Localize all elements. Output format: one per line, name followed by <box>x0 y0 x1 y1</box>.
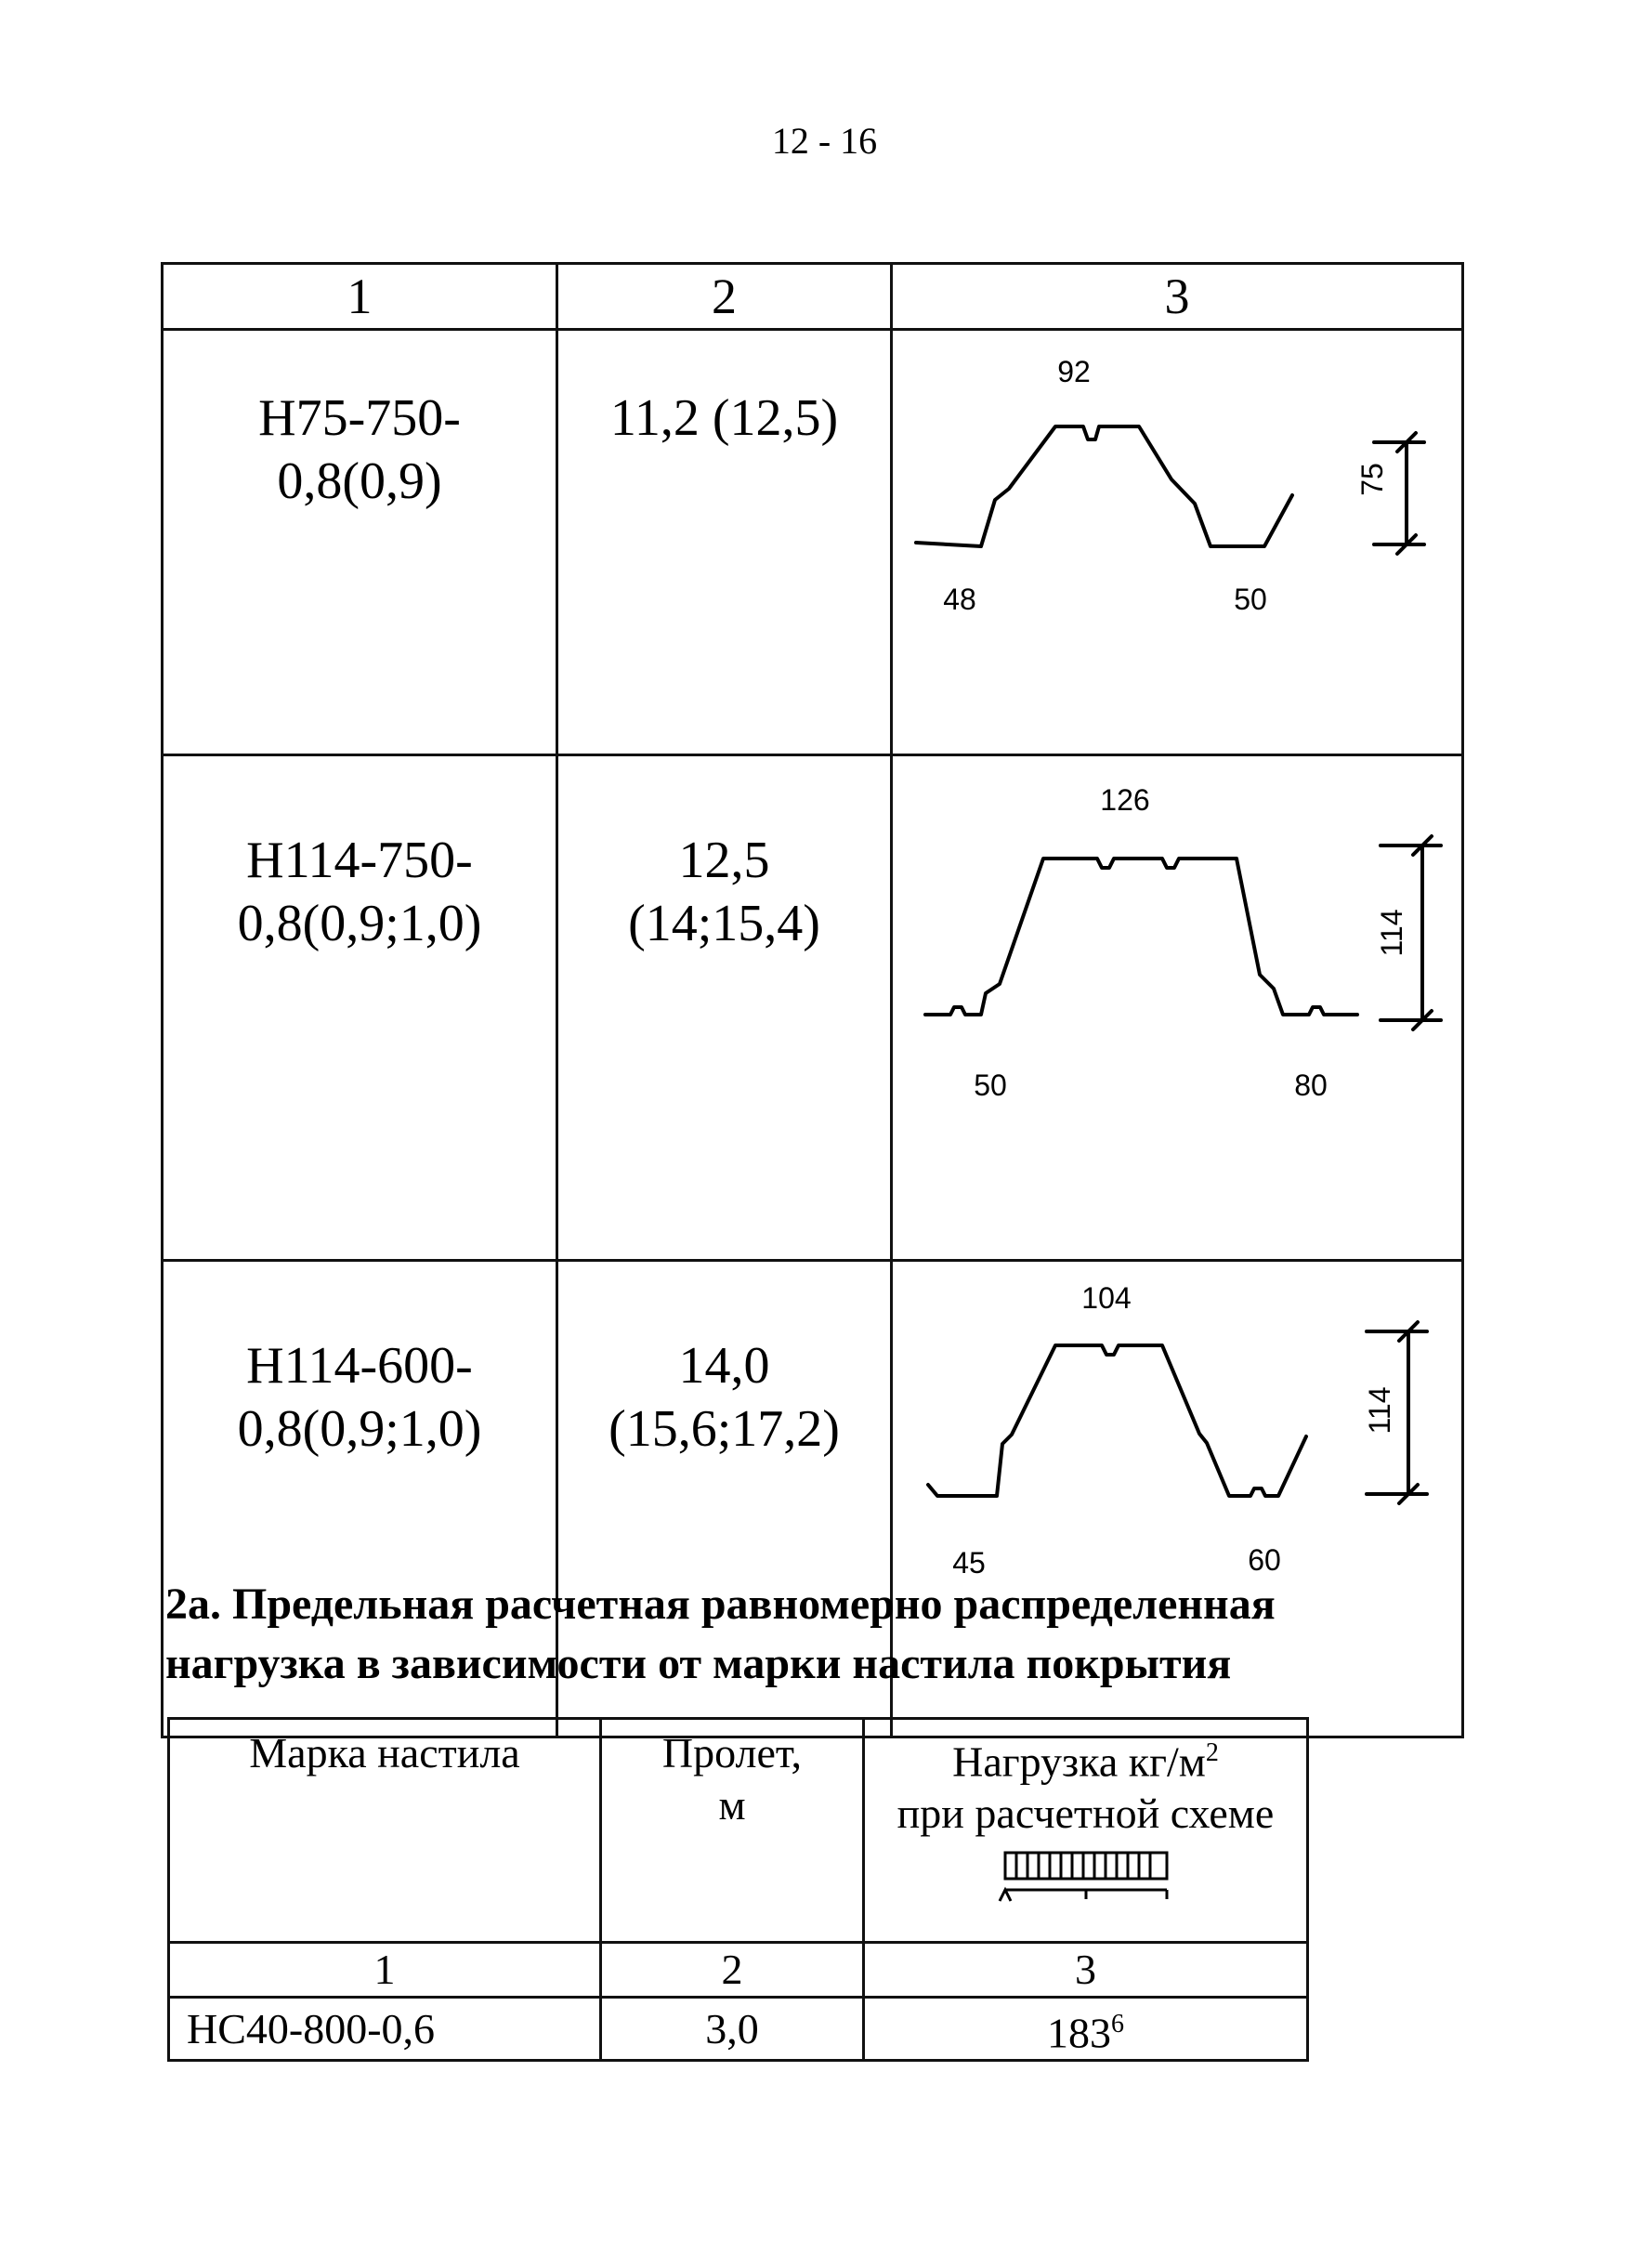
profile-mass-line1: 11,2 (12,5) <box>609 389 839 447</box>
dim-height-label: 114 <box>1375 909 1408 957</box>
header-span-line2: м <box>718 1781 746 1829</box>
dim-top-label: 92 <box>1057 355 1091 388</box>
deck-mark-cell: НС40-800-0,6 <box>169 1998 601 2061</box>
table-row <box>169 1998 1308 2061</box>
profile-drawing-cell <box>892 755 1463 1261</box>
col-header-2: 2 <box>557 264 892 330</box>
profile-outline <box>925 859 1357 1015</box>
table-row <box>163 330 1463 755</box>
header-mark <box>169 1719 601 1943</box>
profile-mass-line1: 14,0 <box>678 1337 770 1395</box>
col-number-3: 3 <box>864 1943 1308 1998</box>
profile-mass-line2: (15,6;17,2) <box>609 1400 840 1458</box>
dim-right-label: 80 <box>1294 1068 1328 1102</box>
profile-mass-line2: (14;15,4) <box>628 895 820 952</box>
profile-mark-line2: 0,8(0,9;1,0) <box>237 1400 482 1458</box>
profile-drawing <box>893 331 1461 698</box>
profile-mark-line1: Н114-600- <box>246 1337 473 1395</box>
profile-drawing-cell <box>892 330 1463 755</box>
section-title-line1: 2а. Предельная расчетная равномерно распределенная <box>165 1580 1276 1629</box>
profile-table <box>161 262 1464 1738</box>
dim-top-label: 104 <box>1081 1281 1132 1315</box>
header-load-line2: при расчетной схеме <box>896 1789 1275 1838</box>
dim-top-label: 126 <box>1100 783 1150 817</box>
col-number-1: 1 <box>169 1943 601 1998</box>
header-load <box>864 1719 1308 1943</box>
header-mark-label: Марка настила <box>249 1729 520 1776</box>
header-span <box>601 1719 864 1943</box>
page-number: 12 - 16 <box>771 120 878 162</box>
section-title <box>165 1575 1485 1694</box>
section-title-line2: нагрузка в зависимости от марки настила покрытия <box>165 1639 1232 1688</box>
load-scheme-icon <box>979 1849 1193 1907</box>
col-header-3: 3 <box>892 264 1463 330</box>
table-row <box>163 755 1463 1261</box>
header-load-text: Нагрузка кг/м <box>952 1737 1206 1786</box>
load-cell <box>864 1998 1308 2061</box>
col-number-2: 2 <box>601 1943 864 1998</box>
load-table <box>167 1717 1309 2062</box>
profile-mark-line2: 0,8(0,9;1,0) <box>237 895 482 952</box>
dim-height-label: 114 <box>1363 1386 1396 1435</box>
profile-mark-line1: Н75-750- <box>258 389 461 447</box>
profile-mass-line1: 12,5 <box>678 832 770 889</box>
profile-mark-line2: 0,8(0,9) <box>277 452 442 510</box>
column-number-row <box>169 1943 1308 1998</box>
profile-outline <box>916 426 1292 546</box>
profile-mass-cell <box>557 755 892 1261</box>
header-load-sup: 2 <box>1205 1738 1219 1767</box>
header-span-line1: Пролет, <box>661 1729 803 1776</box>
dim-left-label: 48 <box>943 583 976 616</box>
header-load-line1 <box>865 1727 1306 1788</box>
profile-mark-cell <box>163 755 557 1261</box>
dim-right-label: 60 <box>1248 1543 1281 1577</box>
load-footnote: 6 <box>1111 2010 1124 2039</box>
profile-mark-line1: Н114-750- <box>246 832 473 889</box>
profile-mass-cell <box>557 330 892 755</box>
col-header-1: 1 <box>163 264 557 330</box>
dim-left-label: 50 <box>974 1068 1007 1102</box>
dim-height-label: 75 <box>1355 463 1389 496</box>
profile-outline <box>928 1345 1306 1496</box>
profile-drawing <box>893 756 1461 1186</box>
span-cell: 3,0 <box>601 1998 864 2061</box>
dim-right-label: 50 <box>1234 583 1267 616</box>
load-value: 183 <box>1047 2009 1111 2057</box>
dim-left-label: 45 <box>952 1546 986 1580</box>
profile-mark-cell <box>163 330 557 755</box>
